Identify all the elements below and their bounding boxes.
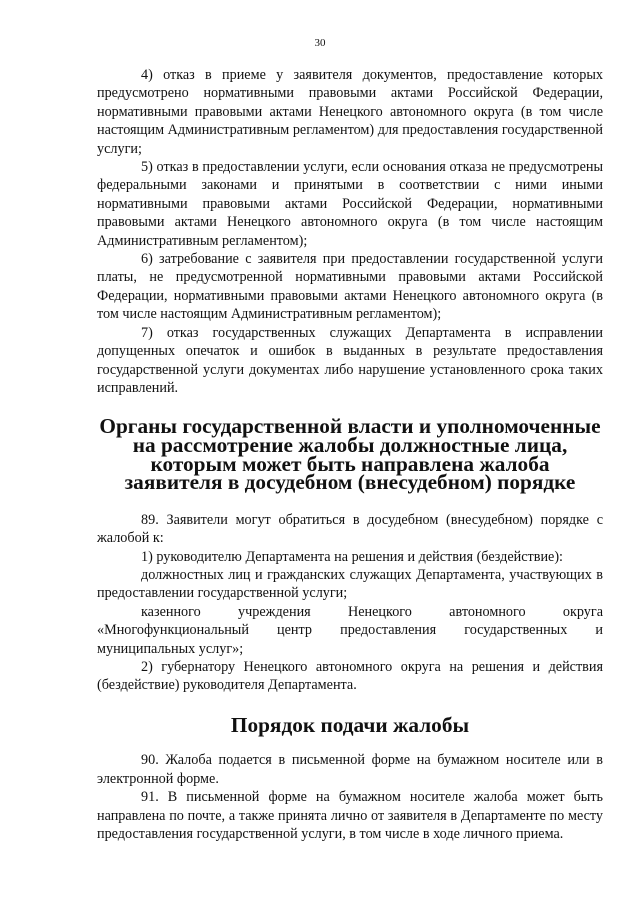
paragraph-91: 91. В письменной форме на бумажном носителе жалоба может быть направлена по почте, а также принята лично от заявителя в Департаменте по месту предоставления государственной услуги, в том числе в ходе личного приема.	[97, 789, 603, 842]
list-item-6: 6) затребование с заявителя при предоставлении государственной услуги платы, не предусмотренной нормативными правовыми актами Российской Федерации, нормативными правовыми актами Ненецкого автономного округа (в том числе настоящим Административным регламентом);	[97, 251, 603, 323]
paragraph-89-item-2: 2) губернатору Ненецкого автономного округа на решения и действия (бездействие) руководителя Департамента.	[97, 658, 603, 694]
section-heading-complaint-bodies	[97, 414, 603, 495]
heading-line: на рассмотрение жалобы должностные лица,	[132, 432, 568, 457]
list-item-7: 7) отказ государственных служащих Департамента в исправлении допущенных опечаток и ошибок в выданных в результате предоставления государственной услуги документах либо нарушение установленного срока таких исправлений.	[97, 324, 603, 396]
section-heading-filing-procedure: Порядок подачи жалобы	[230, 712, 470, 737]
list-item-5: 5) отказ в предоставлении услуги, если основания отказа не предусмотрены федеральными законами и принятыми в соответствии с ними иными нормативными правовыми актами Российской Федерации, нормативными правовыми актами Ненецкого автономного округа (в том числе настоящим Административным регламентом);	[97, 159, 603, 249]
heading-line: Органы государственной власти и уполномоченные	[99, 414, 601, 439]
paragraph-89-item-1: 1) руководителю Департамента на решения и действия (бездействие):	[141, 548, 564, 565]
paragraph-89: 89. Заявители могут обратиться в досудебном (внесудебном) порядке с жалобой к:	[97, 511, 603, 547]
paragraph-89-officials: должностных лиц и гражданских служащих Департамента, участвующих в предоставлении государственной услуги;	[97, 566, 603, 602]
heading-line: заявителя в досудебном (внесудебном) порядке	[124, 470, 576, 495]
paragraph-89-mfc: казенного учреждения Ненецкого автономного округа «Многофункциональный центр предоставления государственных и муниципальных услуг»;	[97, 603, 603, 657]
page-number: 30	[314, 37, 326, 49]
document-body	[97, 66, 603, 843]
heading-line: которым может быть направлена жалоба	[150, 451, 550, 476]
list-item-4: 4) отказ в приеме у заявителя документов, предоставление которых предусмотрено нормативными правовыми актами Российской Федерации, нормативными правовыми актами Ненецкого автономного округа (в том числе настоящим Административным регламентом) для предоставления государственной услуги;	[97, 67, 603, 157]
paragraph-90: 90. Жалоба подается в письменной форме на бумажном носителе или в электронной форме.	[97, 752, 603, 787]
